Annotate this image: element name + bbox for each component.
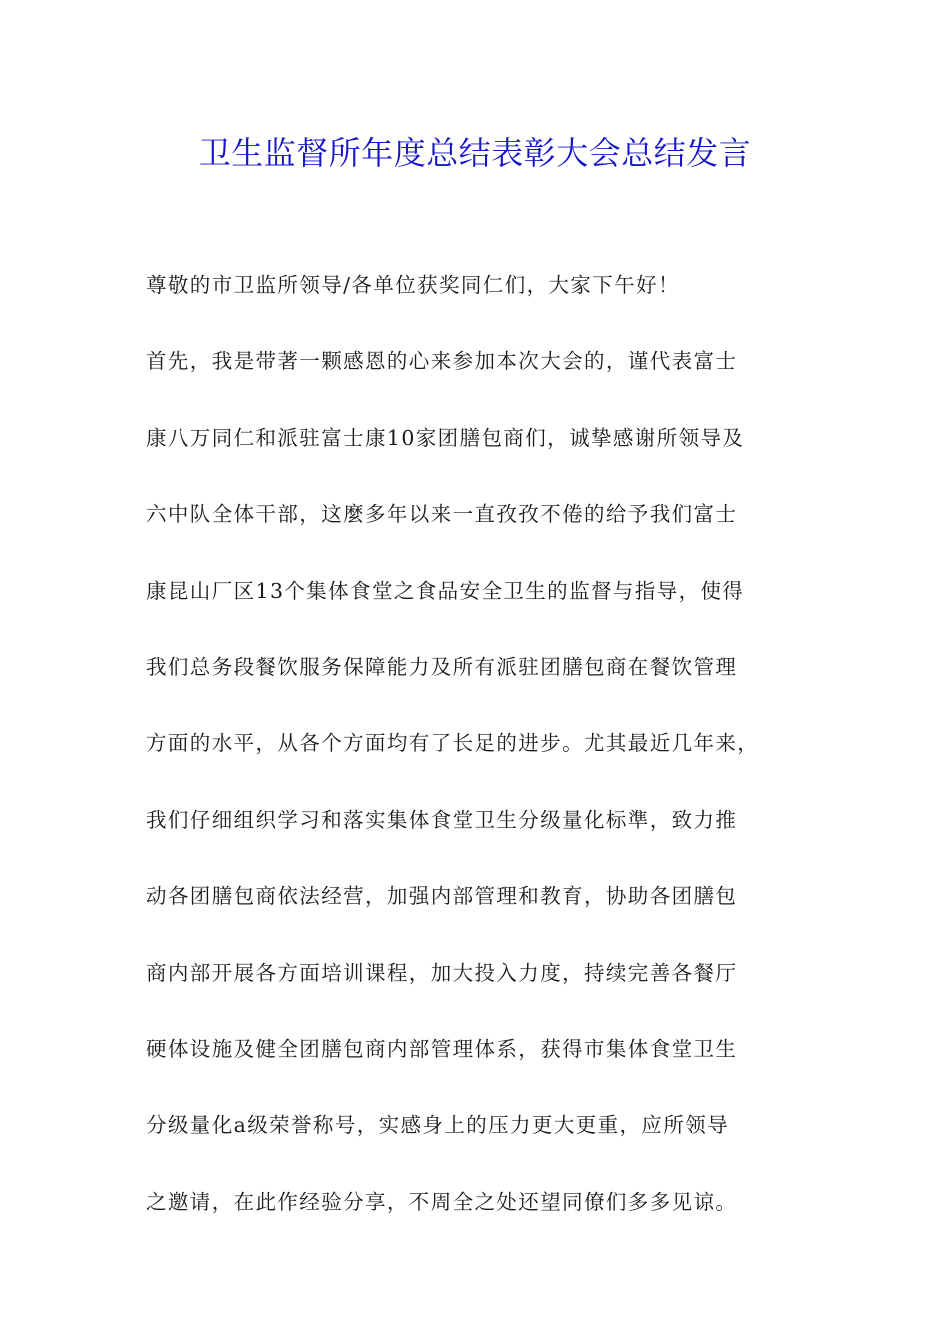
text-line: 硬体设施及健全团膳包商内部管理体系，获得市集体食堂卫生 [146, 1036, 738, 1061]
text-line: 六中队全体干部，这麼多年以来一直孜孜不倦的给予我们富士 [146, 502, 738, 527]
page-title: 卫生监督所年度总结表彰大会总结发言 [198, 134, 752, 172]
text-line: 商内部开展各方面培训课程，加大投入力度，持续完善各餐厅 [146, 960, 738, 985]
text-line: 首先，我是带著一颗感恩的心来参加本次大会的，谨代表富士 [146, 349, 738, 374]
text-line: 我们总务段餐饮服务保障能力及所有派驻团膳包商在餐饮管理 [146, 654, 738, 679]
text-line: 尊敬的市卫监所领导/各单位获奖同仁们，大家下午好！ [146, 273, 680, 297]
text-line: 我们仔细组织学习和落实集体食堂卫生分级量化标準，致力推 [146, 807, 738, 832]
text-line: 方面的水平，从各个方面均有了长足的进步。尤其最近几年来， [146, 731, 760, 756]
text-line: 动各团膳包商依法经营，加强内部管理和教育，协助各团膳包 [146, 884, 738, 909]
text-line: 分级量化a级荣誉称号，实感身上的压力更大更重，应所领导 [146, 1113, 730, 1138]
speech-body [146, 263, 826, 1256]
text-line: 之邀请，在此作经验分享，不周全之处还望同僚们多多见谅。 [146, 1189, 738, 1214]
text-line: 康八万同仁和派驻富士康10家团膳包商们，诚挚感谢所领导及 [146, 425, 745, 450]
text-line: 康昆山厂区13个集体食堂之食品安全卫生的监督与指导，使得 [146, 578, 745, 603]
